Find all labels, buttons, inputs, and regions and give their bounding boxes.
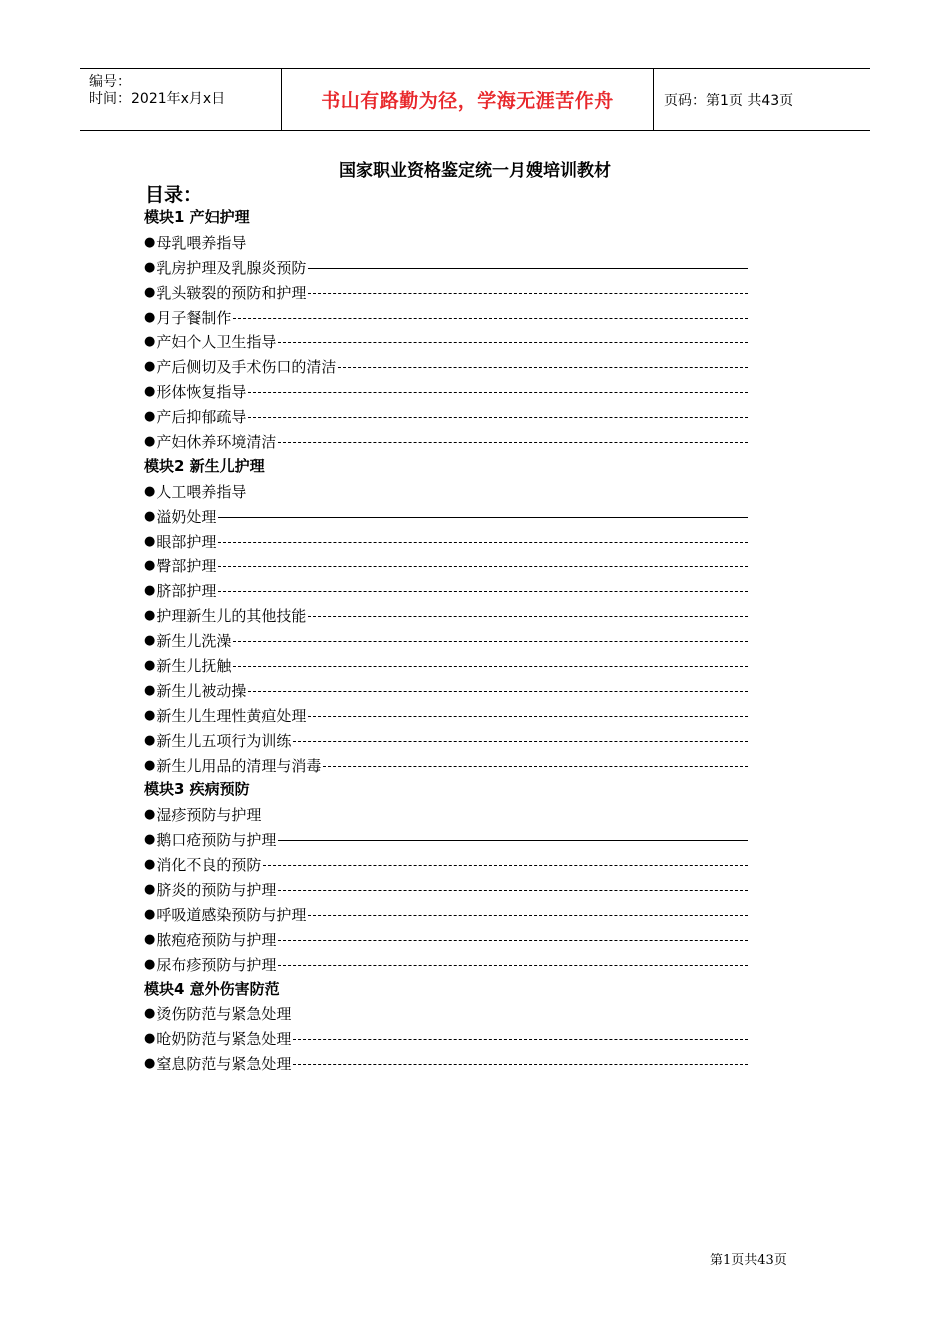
toc-entry-label: 产后抑郁疏导 bbox=[156, 408, 247, 427]
toc-entry-label: 新生儿抚触 bbox=[156, 656, 232, 675]
dot-leader bbox=[278, 965, 748, 966]
toc-entry[interactable] bbox=[144, 280, 748, 305]
dot-leader bbox=[263, 865, 748, 866]
bullet-icon: ● bbox=[144, 956, 156, 972]
dot-leader bbox=[248, 417, 748, 418]
dot-leader bbox=[308, 616, 748, 617]
dot-leader bbox=[308, 293, 748, 294]
bullet-icon: ● bbox=[144, 1031, 156, 1047]
toc-entry[interactable] bbox=[144, 479, 748, 504]
bullet-icon: ● bbox=[144, 409, 156, 425]
bullet-icon: ● bbox=[144, 384, 156, 400]
dot-leader bbox=[248, 392, 748, 393]
toc-entry[interactable] bbox=[144, 354, 748, 379]
dot-leader bbox=[278, 442, 748, 443]
toc-entry-label: 乳房护理及乳腺炎预防 bbox=[156, 258, 307, 277]
toc-entry-label: 窒息防范与紧急处理 bbox=[156, 1055, 292, 1074]
module-heading: 模块1 产妇护理 bbox=[144, 208, 250, 226]
toc-entry[interactable] bbox=[144, 379, 748, 404]
toc-entry[interactable] bbox=[144, 1026, 748, 1051]
toc-entry-label: 产妇个人卫生指导 bbox=[156, 333, 277, 352]
bullet-icon: ● bbox=[144, 682, 156, 698]
bullet-icon: ● bbox=[144, 359, 156, 375]
toc-entry[interactable] bbox=[144, 678, 748, 703]
toc-entry[interactable] bbox=[144, 305, 748, 330]
dot-leader bbox=[278, 342, 748, 343]
dot-leader bbox=[233, 641, 748, 642]
dot-leader bbox=[233, 318, 748, 319]
time-label: 时间：2021年x月x日 bbox=[89, 91, 226, 107]
toc-entry[interactable] bbox=[144, 852, 748, 877]
toc-entry[interactable] bbox=[144, 578, 748, 603]
toc-entry[interactable] bbox=[144, 1051, 748, 1076]
bullet-icon: ● bbox=[144, 1006, 156, 1022]
toc-entry[interactable] bbox=[144, 529, 748, 554]
motto-text: 书山有路勤为径，学海无涯苦作舟 bbox=[321, 90, 614, 112]
dot-leader bbox=[218, 566, 748, 567]
toc-entry[interactable] bbox=[144, 753, 748, 778]
toc-entry-label: 消化不良的预防 bbox=[156, 856, 262, 875]
toc-entry-label: 乳头皲裂的预防和护理 bbox=[156, 283, 307, 302]
dot-leader bbox=[278, 940, 748, 941]
bullet-icon: ● bbox=[144, 483, 156, 499]
toc-entry-label: 鹅口疮预防与护理 bbox=[156, 831, 277, 850]
toc-entry-label: 月子餐制作 bbox=[156, 308, 232, 327]
dot-leader bbox=[293, 741, 748, 742]
dot-leader bbox=[308, 716, 748, 717]
toc-entry-label: 人工喂养指导 bbox=[156, 482, 247, 501]
toc-entry-label: 臀部护理 bbox=[156, 557, 217, 576]
bullet-icon: ● bbox=[144, 533, 156, 549]
toc-entry[interactable] bbox=[144, 703, 748, 728]
toc-entry[interactable] bbox=[144, 902, 748, 927]
bullet-icon: ● bbox=[144, 259, 156, 275]
dot-leader bbox=[323, 766, 748, 767]
bullet-icon: ● bbox=[144, 757, 156, 773]
bullet-icon: ● bbox=[144, 334, 156, 350]
bullet-icon: ● bbox=[144, 906, 156, 922]
bullet-icon: ● bbox=[144, 583, 156, 599]
bullet-icon: ● bbox=[144, 732, 156, 748]
toc-entry-label: 产妇休养环境清洁 bbox=[156, 432, 277, 451]
toc-entry[interactable] bbox=[144, 429, 748, 454]
page-header bbox=[80, 68, 870, 131]
bullet-icon: ● bbox=[144, 832, 156, 848]
bullet-icon: ● bbox=[144, 558, 156, 574]
toc-entry[interactable] bbox=[144, 877, 748, 902]
toc-entry-label: 新生儿洗澡 bbox=[156, 632, 232, 651]
page-footer: 第1页共43页 bbox=[710, 1253, 787, 1268]
toc-entry-label: 眼部护理 bbox=[156, 532, 217, 551]
bullet-icon: ● bbox=[144, 881, 156, 897]
bullet-icon: ● bbox=[144, 234, 156, 250]
dot-leader bbox=[293, 1064, 748, 1065]
bullet-icon: ● bbox=[144, 309, 156, 325]
bullet-icon: ● bbox=[144, 608, 156, 624]
dot-leader bbox=[218, 517, 748, 518]
bullet-icon: ● bbox=[144, 857, 156, 873]
module-heading: 模块3 疾病预防 bbox=[144, 780, 250, 799]
toc-entry-label: 湿疹预防与护理 bbox=[156, 806, 262, 825]
header-page-cell bbox=[654, 69, 870, 130]
toc-entry-label: 新生儿被动操 bbox=[156, 681, 247, 700]
bullet-icon: ● bbox=[144, 433, 156, 449]
dot-leader bbox=[278, 890, 748, 891]
toc-entry-label: 形体恢复指导 bbox=[156, 383, 247, 402]
toc-entry-label: 新生儿用品的清理与消毒 bbox=[156, 756, 322, 775]
dot-leader bbox=[338, 367, 748, 368]
bullet-icon: ● bbox=[144, 633, 156, 649]
toc-entry-label: 母乳喂养指导 bbox=[156, 233, 247, 252]
toc-entry[interactable] bbox=[144, 553, 748, 578]
dot-leader bbox=[308, 268, 748, 269]
toc-entry-label: 脓疱疮预防与护理 bbox=[156, 930, 277, 949]
dot-leader bbox=[218, 542, 748, 543]
toc-entry-label: 呛奶防范与紧急处理 bbox=[156, 1030, 292, 1049]
dot-leader bbox=[233, 666, 748, 667]
toc-entry-label: 脐部护理 bbox=[156, 582, 217, 601]
toc-entry[interactable] bbox=[144, 603, 748, 628]
toc-entry-label: 尿布疹预防与护理 bbox=[156, 955, 277, 974]
toc-entry-label: 产后侧切及手术伤口的清洁 bbox=[156, 358, 337, 377]
toc-entry[interactable] bbox=[144, 1002, 748, 1027]
toc-entry-label: 脐炎的预防与护理 bbox=[156, 880, 277, 899]
toc-entry[interactable] bbox=[144, 329, 748, 354]
dot-leader bbox=[218, 591, 748, 592]
dot-leader bbox=[308, 915, 748, 916]
bullet-icon: ● bbox=[144, 284, 156, 300]
toc-entry[interactable] bbox=[144, 952, 748, 977]
bullet-icon: ● bbox=[144, 707, 156, 723]
toc-entry[interactable] bbox=[144, 255, 748, 280]
toc-entry-label: 护理新生儿的其他技能 bbox=[156, 607, 307, 626]
toc-entry-label: 新生儿生理性黄疸处理 bbox=[156, 706, 307, 725]
toc-entry[interactable] bbox=[144, 504, 748, 529]
toc-entry[interactable] bbox=[144, 802, 748, 827]
bullet-icon: ● bbox=[144, 508, 156, 524]
dot-leader bbox=[248, 691, 748, 692]
bullet-icon: ● bbox=[144, 1056, 156, 1072]
toc-entry-label: 新生儿五项行为训练 bbox=[156, 731, 292, 750]
toc-heading: 目录： bbox=[145, 184, 203, 206]
toc-entry[interactable] bbox=[144, 653, 748, 678]
toc-entry-label: 呼吸道感染预防与护理 bbox=[156, 905, 307, 924]
toc-entry-label: 烫伤防范与紧急处理 bbox=[156, 1005, 292, 1024]
bullet-icon: ● bbox=[144, 807, 156, 823]
header-motto-cell bbox=[282, 69, 654, 130]
toc-entry[interactable] bbox=[144, 927, 748, 952]
toc-entry[interactable] bbox=[144, 230, 748, 255]
table-of-contents bbox=[144, 205, 748, 1076]
toc-entry-label: 溢奶处理 bbox=[156, 507, 217, 526]
toc-entry[interactable] bbox=[144, 728, 748, 753]
toc-entry[interactable] bbox=[144, 827, 748, 852]
module-heading: 模块2 新生儿护理 bbox=[144, 456, 265, 475]
page-info: 页码：第1页 共43页 bbox=[664, 92, 794, 109]
bullet-icon: ● bbox=[144, 931, 156, 947]
dot-leader bbox=[278, 840, 748, 841]
toc-entry[interactable] bbox=[144, 628, 748, 653]
dot-leader bbox=[293, 1039, 748, 1040]
header-info-cell bbox=[80, 69, 282, 130]
module-heading: 模块4 意外伤害防范 bbox=[144, 979, 280, 998]
document-title: 国家职业资格鉴定统一月嫂培训教材 bbox=[339, 161, 611, 181]
number-label: 编号： bbox=[89, 74, 131, 90]
bullet-icon: ● bbox=[144, 657, 156, 673]
toc-entry[interactable] bbox=[144, 404, 748, 429]
